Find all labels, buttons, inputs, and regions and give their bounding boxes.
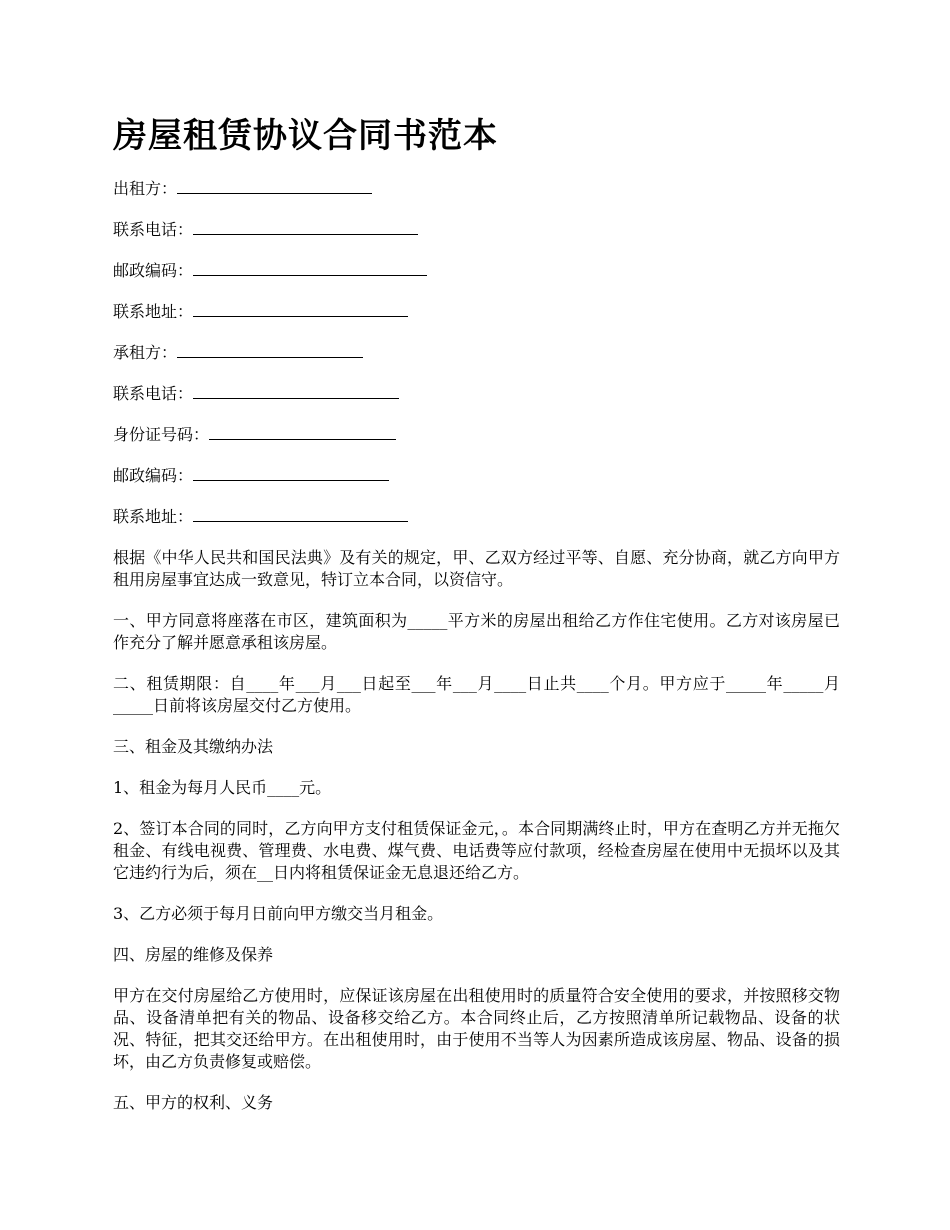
fill-in-blank: [193, 506, 408, 522]
field-label: 承租方：: [113, 343, 178, 362]
clause-2-paragraph: 二、租赁期限：自____年___月___日起至___年___月____日止共____个月。甲方应于_____年_____月_____日前将该房屋交付乙方使用。: [113, 674, 840, 715]
document-title: 房屋租赁协议合同书范本: [113, 116, 498, 156]
tenant-name-field: [113, 342, 840, 364]
section-4-heading: 四、房屋的维修及保养: [113, 945, 274, 964]
fill-in-blank: [193, 260, 427, 276]
section-3-heading: 三、租金及其缴纳办法: [113, 737, 274, 756]
section-5-heading: 五、甲方的权利、义务: [113, 1093, 274, 1112]
field-label: 邮政编码：: [113, 261, 194, 280]
landlord-phone-field: [113, 219, 840, 241]
fill-in-blank: [209, 424, 396, 440]
tenant-address-field: [113, 506, 840, 528]
fill-in-blank: [177, 178, 372, 194]
field-label: 联系电话：: [113, 220, 194, 239]
landlord-address-field: [113, 301, 840, 323]
maintenance-paragraph: 甲方在交付房屋给乙方使用时，应保证该房屋在出租使用时的质量符合安全使用的要求，并按照移交物品、设备清单把有关的物品、设备移交给乙方。本合同终止后，乙方按照清单所记载物品、设备的状况、特征，把其交还给甲方。在出租使用时，由于使用不当等人为因素所造成该房屋、物品、设备的损坏，由乙方负责修复或赔偿。: [113, 986, 840, 1071]
fill-in-blank: [193, 301, 408, 317]
payment-date-paragraph: 3、乙方必须于每月日前向甲方缴交当月租金。: [113, 904, 444, 923]
preamble-paragraph: 根据《中华人民共和国民法典》及有关的规定，甲、乙双方经过平等、自愿、充分协商，就乙方向甲方租用房屋事宜达成一致意见，特订立本合同，以资信守。: [113, 548, 840, 589]
field-label: 联系地址：: [113, 507, 194, 526]
fill-in-blank: [177, 342, 363, 358]
tenant-id-number-field: [113, 424, 840, 446]
field-label: 邮政编码：: [113, 466, 194, 485]
contract-page: [113, 112, 840, 1133]
deposit-paragraph: 2、签订本合同的同时，乙方向甲方支付租赁保证金元，。本合同期满终止时，甲方在查明乙方并无拖欠租金、有线电视费、管理费、水电费、煤气费、电话费等应付款项，经检查房屋在使用中无损坏以及其它违约行为后，须在__日内将租赁保证金无息退还给乙方。: [113, 819, 840, 882]
landlord-name-field: [113, 178, 840, 200]
field-label: 身份证号码：: [113, 425, 210, 444]
fill-in-blank: [193, 219, 418, 235]
fill-in-blank: [193, 465, 389, 481]
clause-1-paragraph: 一、甲方同意将座落在市区，建筑面积为_____平方米的房屋出租给乙方作住宅使用。乙方对该房屋已作充分了解并愿意承租该房屋。: [113, 611, 840, 652]
tenant-postcode-field: [113, 465, 840, 487]
tenant-phone-field: [113, 383, 840, 405]
field-label: 联系地址：: [113, 302, 194, 321]
field-label: 出租方：: [113, 179, 178, 198]
landlord-postcode-field: [113, 260, 840, 282]
rent-amount-paragraph: 1、租金为每月人民币____元。: [113, 778, 332, 797]
field-label: 联系电话：: [113, 384, 194, 403]
fill-in-blank: [193, 383, 399, 399]
